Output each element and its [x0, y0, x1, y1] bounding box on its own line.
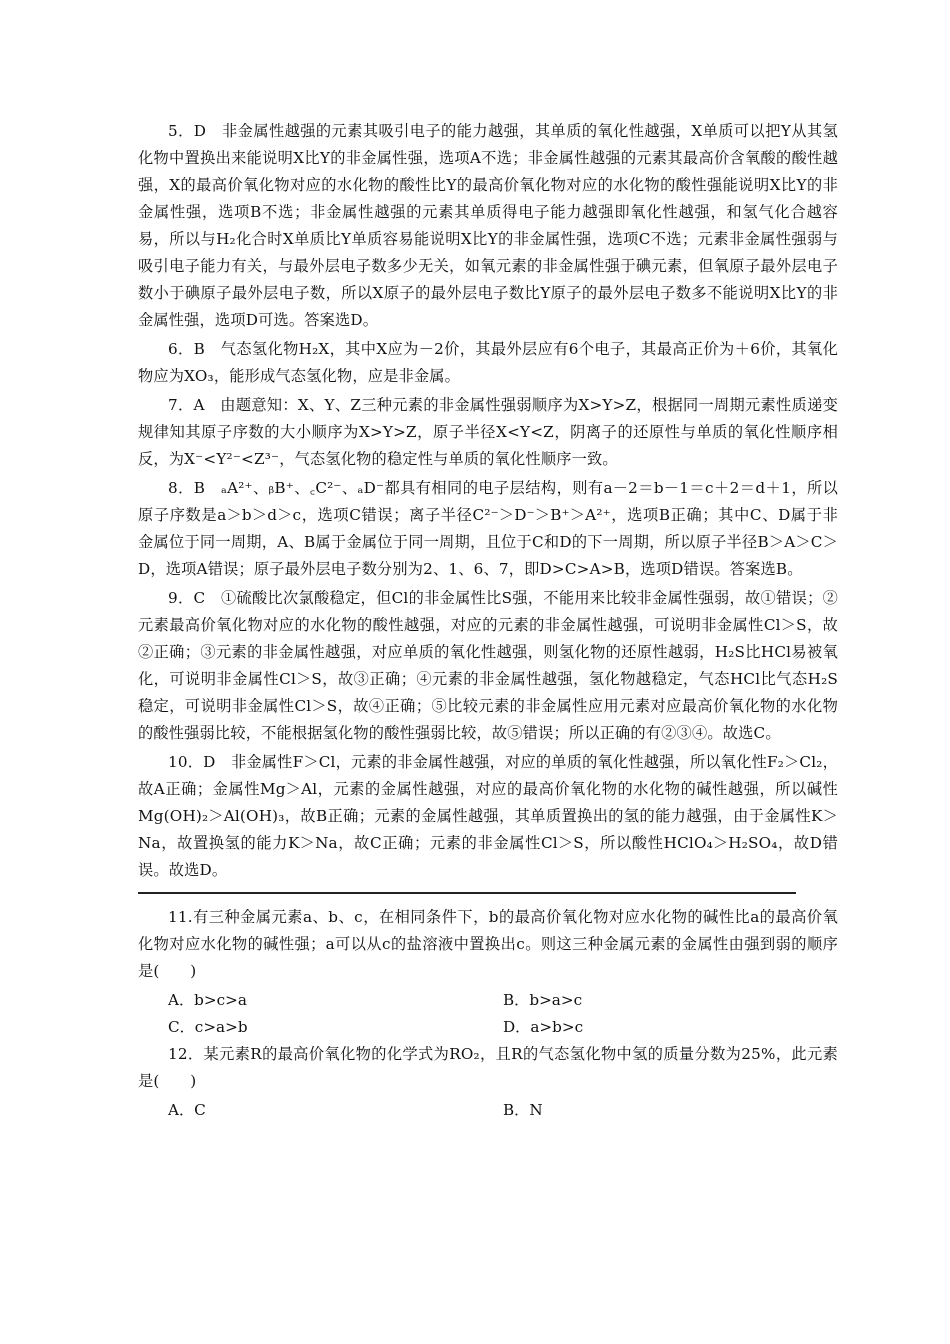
option-a: A．b>c>a	[168, 991, 247, 1009]
answer-8: 8．B ₐA²⁺、ᵦB⁺、꜀C²⁻、ₐD⁻都具有相同的电子层结构，则有a－2＝b－1＝c＋2＝d＋1，所以原子序数是a＞b＞d＞c，选项C错误；离子半径C²⁻＞D⁻＞B⁺＞A²⁺，选项B正确；其中C、D属于非金属位于同一周期，A、B属于金属位于同一周期，且位于C和D的下一周期，所以原子半径B＞A＞C＞D，选项A错误；原子最外层电子数分别为2、1、6、7，即D>C>A>B，选项D错误。答案选B。	[138, 479, 838, 578]
question-11-options-row-1	[138, 987, 838, 1014]
option-d: D．a>b>c	[503, 1018, 584, 1036]
question-12-options-row-1	[138, 1097, 838, 1124]
document-page	[138, 118, 838, 1124]
option-b: B．N	[503, 1101, 543, 1119]
section-divider	[138, 892, 796, 894]
answer-10: 10．D 非金属性F＞Cl，元素的非金属性越强，对应的单质的氧化性越强，所以氧化性F₂＞Cl₂，故A正确；金属性Mg＞Al，元素的金属性越强，对应的最高价氧化物的水化物的碱性越强，所以碱性Mg(OH)₂＞Al(OH)₃，故B正确；元素的金属性越强，其单质置换出的氢的能力越强，由于金属性K＞Na，故置换氢的能力K＞Na，故C正确；元素的非金属性Cl＞S，所以酸性HClO₄＞H₂SO₄，故D错误。故选D。	[138, 753, 838, 879]
question-11-options-row-2	[138, 1014, 838, 1041]
option-b: B．b>a>c	[503, 991, 583, 1009]
answer-5: 5．D 非金属性越强的元素其吸引电子的能力越强，其单质的氧化性越强，X单质可以把Y从其氢化物中置换出来能说明X比Y的非金属性强，选项A不选；非金属性越强的元素其最高价含氧酸的酸性越强，X的最高价氧化物对应的水化物的酸性比Y的最高价氧化物对应的水化物的酸性强能说明X比Y的非金属性强，选项B不选；非金属性越强的元素其单质得电子能力越强即氧化性越强，和氢气化合越容易，所以与H₂化合时X单质比Y单质容易能说明X比Y的非金属性强，选项C不选；元素非金属性强弱与吸引电子能力有关，与最外层电子数多少无关，如氧元素的非金属性强于碘元素，但氧原子最外层电子数小于碘原子最外层电子数，所以X原子的最外层电子数比Y原子的最外层电子数多不能说明X比Y的非金属性强，选项D可选。答案选D。	[138, 122, 838, 329]
option-a: A．C	[168, 1101, 206, 1119]
answer-9: 9．C ①硫酸比次氯酸稳定，但Cl的非金属性比S强，不能用来比较非金属性强弱，故①错误；②元素最高价氧化物对应的水化物的酸性越强，对应的元素的非金属性越强，可说明非金属性Cl＞S，故②正确；③元素的非金属性越强，对应单质的氧化性越强，则氢化物的还原性越弱，H₂S比HCl易被氧化，可说明非金属性Cl＞S，故③正确；④元素的非金属性越强，氢化物越稳定，气态HCl比气态H₂S稳定，可说明非金属性Cl＞S，故④正确；⑤比较元素的非金属性应用元素对应最高价氧化物的水化物的酸性强弱比较，不能根据氢化物的酸性强弱比较，故⑤错误；所以正确的有②③④。故选C。	[138, 589, 838, 742]
question-11-stem: 11.有三种金属元素a、b、c，在相同条件下，b的最高价氧化物对应水化物的碱性比a的最高价氧化物对应水化物的碱性强；a可以从c的盐溶液中置换出c。则这三种金属元素的金属性由强到弱的顺序是( )	[138, 908, 838, 980]
answer-6: 6．B 气态氢化物H₂X，其中X应为－2价，其最外层应有6个电子，其最高正价为＋6价，其氧化物应为XO₃，能形成气态氢化物，应是非金属。	[138, 340, 838, 385]
question-12-stem: 12．某元素R的最高价氧化物的化学式为RO₂，且R的气态氢化物中氢的质量分数为25%，此元素是( )	[138, 1045, 838, 1090]
answer-7: 7．A 由题意知：X、Y、Z三种元素的非金属性强弱顺序为X>Y>Z，根据同一周期元素性质递变规律知其原子序数的大小顺序为X>Y>Z，原子半径X<Y<Z，阴离子的还原性与单质的氧化性顺序相反，为X⁻<Y²⁻<Z³⁻，气态氢化物的稳定性与单质的氧化性顺序一致。	[138, 396, 838, 468]
option-c: C．c>a>b	[168, 1018, 248, 1036]
